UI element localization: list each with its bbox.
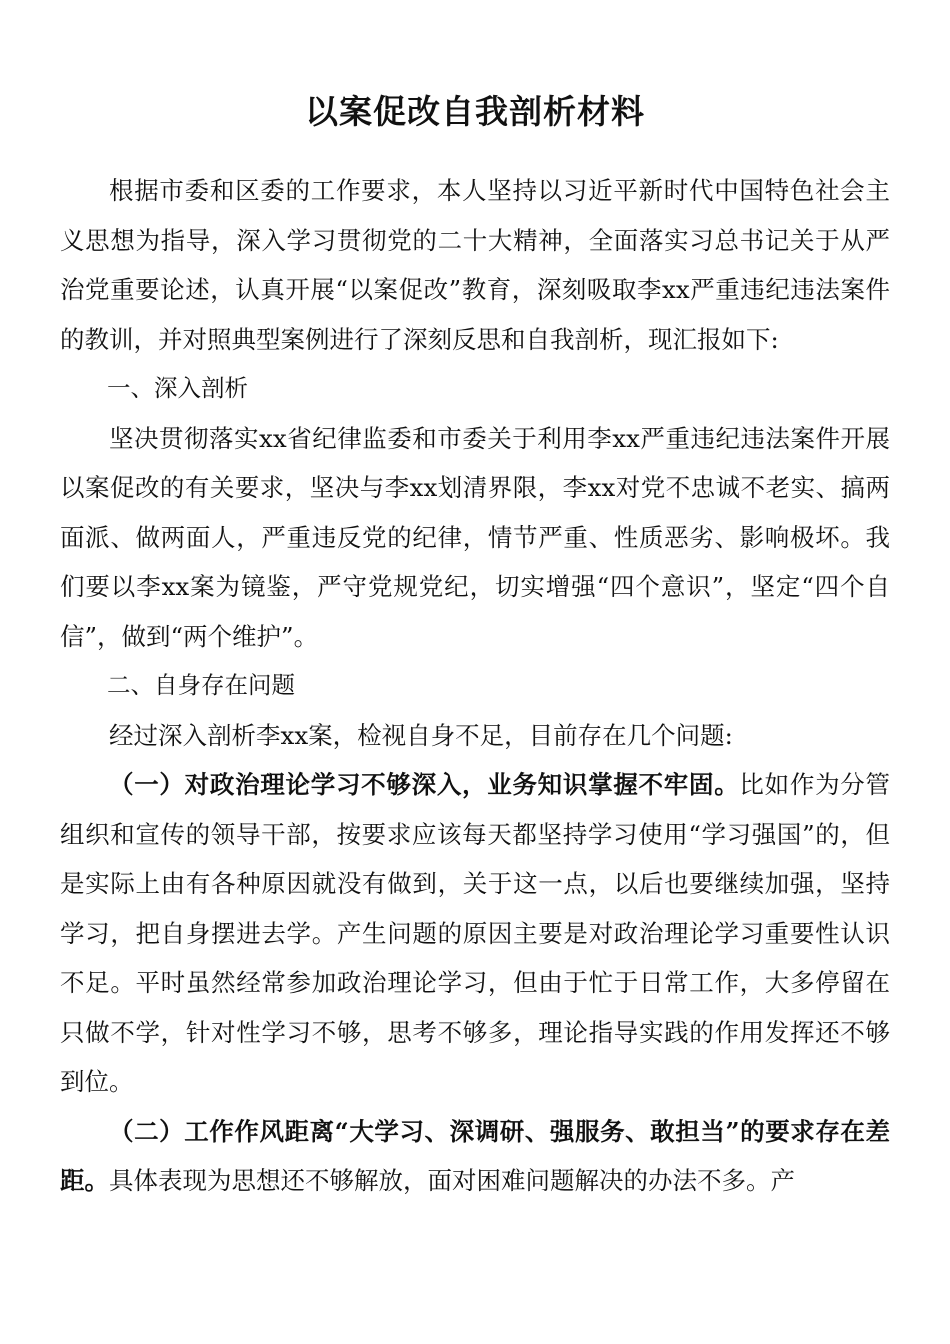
document-body <box>60 166 890 1206</box>
intro-paragraph: 根据市委和区委的工作要求，本人坚持以习近平新时代中国特色社会主义思想为指导，深入学习贯彻党的二十大精神，全面落实习总书记关于从严治党重要论述，认真开展“以案促改”教育，深刻吸取李xx严重违纪违法案件的教训，并对照典型案例进行了深刻反思和自我剖析，现汇报如下: <box>60 176 890 354</box>
section1-paragraph: 坚决贯彻落实xx省纪律监委和市委关于利用李xx严重违纪违法案件开展以案促改的有关要求，坚决与李xx划清界限，李xx对党不忠诚不老实、搞两面派、做两面人，严重违反党的纪律，情节严重、性质恶劣、影响极坏。我们要以李xx案为镜鉴，严守党规党纪，切实增强“四个意识”，坚定“四个自信”，做到“两个维护”。 <box>60 423 890 651</box>
section2-intro-paragraph: 经过深入剖析李xx案，检视自身不足，目前存在几个问题: <box>109 720 733 750</box>
section2-heading: 二、自身存在问题 <box>107 671 295 699</box>
problem2-paragraph <box>60 1107 890 1206</box>
section1-heading: 一、深入剖析 <box>107 374 248 402</box>
problem1-text: 比如作为分管组织和宣传的领导干部，按要求应该每天都坚持学习使用“学习强国”的，但是实际上由有各种原因就没有做到，关于这一点，以后也要继续加强，坚持学习，把自身摆进去学。产生问题的原因主要是对政治理论学习重要性认识不足。平时虽然经常参加政治理论学习，但由于忙于日常工作，大多停留在只做不学，针对性学习不够，思考不够多，理论指导实践的作用发挥还不够到位。 <box>60 770 891 1096</box>
document-title: 以案促改自我剖析材料 <box>305 92 645 131</box>
problem1-lead: （一）对政治理论学习不够深入，业务知识掌握不牢固。 <box>109 770 740 799</box>
problem2-text: 具体表现为思想还不够解放，面对困难问题解决的办法不多。产 <box>109 1166 795 1195</box>
problem2-lead: （二）工作作风距离“大学习、深调研、强服务、敢担当”的要求存在差距。 <box>60 1116 890 1195</box>
problem1-paragraph <box>60 760 890 1107</box>
